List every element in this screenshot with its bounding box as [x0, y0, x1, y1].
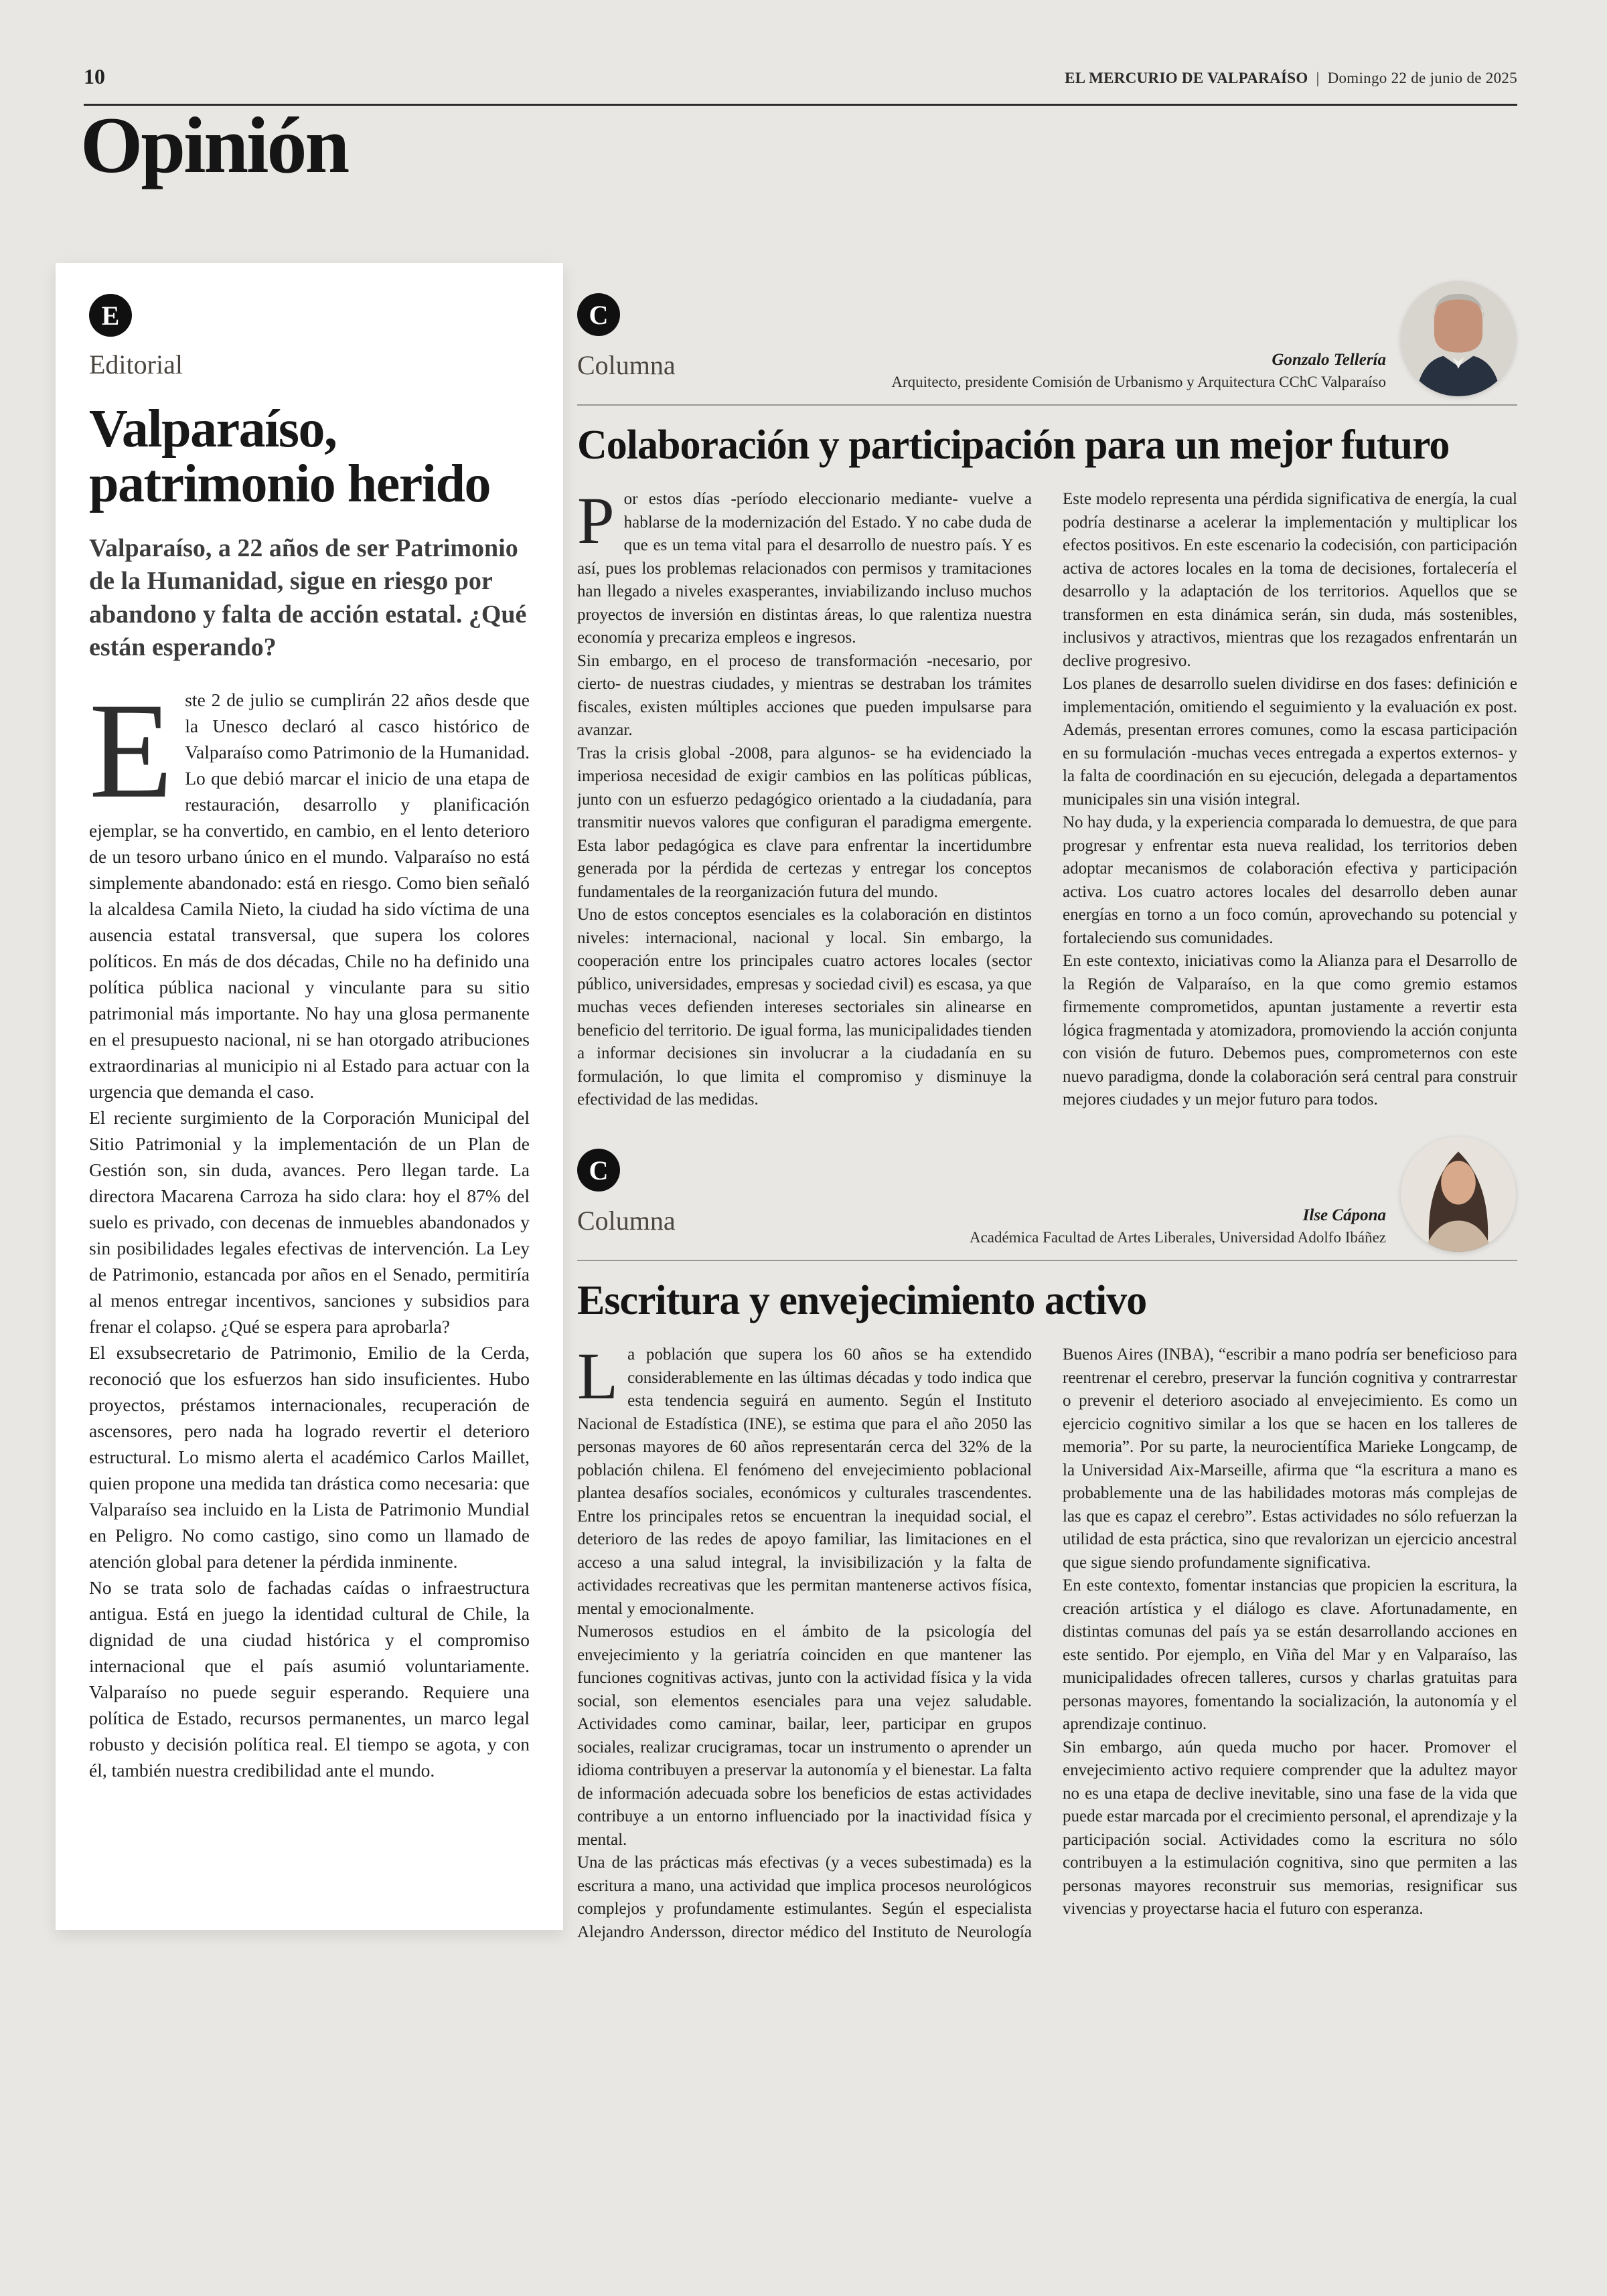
masthead: [1061, 70, 1517, 87]
paragraph: Los planes de desarrollo suelen dividirse en dos fases: definición e implementación, omitiendo el seguimiento y la evaluación ex post. Además, presentan errores comunes, como la escasa participación en su formulación -muchas veces entregada a expertos externos- y la falta de coordinación en su ejecución, delegada a departamentos municipales sin una visión integral.: [1063, 675, 1517, 809]
masthead-separator: |: [1316, 70, 1320, 86]
author-photo: [1401, 1137, 1516, 1252]
column-article-2: [577, 1149, 1517, 1946]
paragraph: Uno de estos conceptos esenciales es la colaboración en distintos niveles: internacional, nacional y local. Sin embargo, la cooperación entre los principales cuatro actores locales (sector público, universidades, empresas y sociedad civil) es escasa, ya que muchas veces defienden intereses sectoriales sin alinearse en beneficio del territorio. De igual forma, las municipalidades tienden a informar decisiones sin involucrar a la ciudadanía en su formulación, lo que limita el compromiso y disminuye la efectividad de las medidas.: [577, 906, 1032, 1109]
editorial-badge: E: [89, 294, 132, 337]
column-body: [577, 1343, 1517, 1946]
author-title: Arquitecto, presidente Comisión de Urbanismo y Arquitectura CChC Valparaíso: [891, 374, 1386, 390]
paragraph: En este contexto, iniciativas como la Alianza para el Desarrollo de la Región de Valparaíso, en la que como gremio estamos firmemente comprometidos, apuntan justamente a revertir esta lógica fragmentada y atomizadora, promoviendo la acción conjunta con visión de futuro. Debemos pues, comprometernos con este nuevo paradigma, donde la colaboración será central para construir mejores ciudades y un mejor futuro para todos.: [1063, 952, 1517, 1109]
male-avatar-icon: [1401, 281, 1516, 396]
paragraph: Este 2 de julio se cumplirán 22 años desde que la Unesco declaró al casco histórico de Valparaíso como Patrimonio de la Humanidad. Lo que debió marcar el inicio de una etapa de restauración, desarrollo y planificación ejemplar, se ha convertido, en cambio, en el lento deterioro de un tesoro urbano único en el mundo. Valparaíso no está simplemente abandonado: está en riesgo. Como bien señaló la alcaldesa Camila Nieto, la ciudad ha sido víctima de una ausencia estatal transversal, que supera los colores políticos. En más de dos décadas, Chile no ha definido una política pública nacional y vinculante para su sitio patrimonial más importante. No hay una glosa permanente en el presupuesto nacional, ni se han otorgado atribuciones extraordinarias al municipio ni al Estado para actuar con la urgencia que demanda el caso.: [89, 675, 530, 1102]
author-name: Ilse Cápona: [1302, 1206, 1386, 1224]
editorial-kicker: Editorial: [89, 349, 183, 380]
paragraph: Sin embargo, aún queda mucho por hacer. Promover el envejecimiento activo requiere comprender que la adultez mayor no es una etapa de declive inevitable, sino una fase de la vida que puede estar marcada por el crecimiento personal, el aprendizaje y la participación social. Actividades como la escritura no sólo contribuyen a la estimulación cognitiva, sino que permiten a las personas mayores reconstruir sus memorias, resignificar sus vivencias y proyectarse hacia el futuro con esperanza.: [1063, 1738, 1517, 1918]
column-kicker: Columna: [577, 350, 676, 380]
column-badge: C: [577, 293, 620, 336]
author-photo: [1401, 281, 1516, 396]
paragraph: Numerosos estudios en el ámbito de la psicología del envejecimiento y la geriatría coinciden en que mantener las funciones cognitivas activas, junto con la actividad física y la vida social, son elementos esenciales para una vejez saludable. Actividades como caminar, bailar, leer, participar en grupos sociales, realizar crucigramas, tocar un instrumento o aprender un idioma contribuyen a preservar la autonomía y el bienestar. La falta de información adecuada sobre los beneficios de estas actividades contribuye a un entorno influenciado por la inactividad física y mental.: [577, 1623, 1032, 1849]
author-name: Gonzalo Tellería: [1272, 351, 1386, 369]
editorial-headline: Valparaíso, patrimonio herido: [89, 400, 490, 514]
paragraph: El reciente surgimiento de la Corporación Municipal del Sitio Patrimonial y la implementación de un Plan de Gestión son, sin duda, avances. Pero llegan tarde. La directora Macarena Carroza ha sido clara: hoy el 87% del suelo es privado, con decenas de inmuebles abandonados y sin posibilidades legales efectivas de intervención. La Ley de Patrimonio, estancada por años en el Senado, permitiría al menos entregar incentivos, sanciones y subsidios para frenar el colapso. ¿Qué se espera para aprobarla?: [89, 1107, 530, 1337]
paragraph: En este contexto, fomentar instancias que propicien la escritura, la creación artística y el diálogo es clave. Afortunadamente, en distintas comunas del país ya se están desarrollando acciones en este sentido. Por ejemplo, en Viña del Mar y en Valparaíso, las municipalidades ofrecen talleres, cursos y charlas gratuitas para personas mayores, fomentando la socialización, la autonomía y el aprendizaje continuo.: [1063, 1576, 1517, 1733]
page-header: [84, 64, 1517, 104]
paragraph: La población que supera los 60 años se ha extendido considerablemente en las últimas décadas y todo indica que esta tendencia seguirá en aumento. Según el Instituto Nacional de Estadística (INE), se estima que para el año 2050 las personas mayores de 60 años representarán cerca del 32% de la población chilena. El fenómeno del envejecimiento poblacional plantea desafíos sociales, económicos y culturales trascendentes. Entre los principales retos se encuentran la inequidad social, el deterioro de las redes de apoyo familiar, las limitaciones en el acceso a una salud integral, la invisibilización y la falta de actividades recreativas que les permitan mantenerse activos física, mental y emocionalmente.: [577, 1343, 1032, 1618]
column-body: [577, 488, 1517, 1144]
column-headline: Colaboración y participación para un mejor futuro: [577, 422, 1450, 468]
editorial-deck: Valparaíso, a 22 años de ser Patrimonio de la Humanidad, sigue en riesgo por abandono y falta de acción estatal. ¿Qué están esperando?: [89, 534, 527, 661]
paragraph: No se trata solo de fachadas caídas o infraestructura antigua. Está en juego la identidad cultural de Chile, la dignidad de una ciudad histórica y el compromiso internacional que el país asumió voluntariamente. Valparaíso no puede seguir esperando. Requiere una política de Estado, recursos permanentes, un marco legal robusto y decisión política real. El tiempo se agota, y con él, también nuestra credibilidad ante el mundo.: [89, 1577, 530, 1781]
author-title: Académica Facultad de Artes Liberales, Universidad Adolfo Ibáñez: [969, 1229, 1386, 1246]
author-block: [970, 1206, 1386, 1246]
editorial-body: [89, 675, 530, 1783]
column-headline: Escritura y envejecimiento activo: [577, 1278, 1147, 1323]
column-article-1: [577, 293, 1517, 1144]
masthead-paper-name: EL MERCURIO DE VALPARAÍSO: [1065, 70, 1308, 86]
column-article-2-header: [577, 1149, 1517, 1261]
paragraph: Sin embargo, en el proceso de transformación -necesario, por cierto- de nuestras ciudades, y mientras se destraban los trámites fiscales, existen múltiples acciones que pueden impulsarse para avanzar.: [577, 651, 1032, 739]
paragraph: Este modelo representa una pérdida significativa de energía, la cual podría destinarse a acelerar la implementación y multiplicar los efectos positivos. En este escenario la codecisión, con participación activa de actores locales en la toma de decisiones, fortalecería el desarrollo y la adaptación de los territorios. Aquellos que se transformen en esta dinámica serán, sin duda, más sostenibles, inclusivos y atractivos, mientras que los rezagados enfrentarán un declive progresivo.: [1063, 490, 1517, 670]
masthead-date: Domingo 22 de junio de 2025: [1327, 70, 1517, 86]
column-article-1-header: [577, 293, 1517, 406]
column-badge: C: [577, 1149, 620, 1192]
section-title: Opinión: [80, 100, 348, 189]
page-number: 10: [84, 64, 105, 88]
editorial-article: [56, 263, 563, 1930]
female-avatar-icon: [1401, 1137, 1516, 1252]
author-block: [891, 351, 1386, 391]
paragraph: No hay duda, y la experiencia comparada lo demuestra, de que para progresar y enfrentar esta nueva realidad, los territorios deben adoptar mecanismos de colaboración efectiva y participación activa. Los cuatro actores locales del desarrollo deben aunar energías en torno a un foco común, aprovechando su potencial y fortaleciendo sus comunidades.: [1063, 813, 1517, 947]
paragraph: El exsubsecretario de Patrimonio, Emilio de la Cerda, reconoció que los esfuerzos han sido insuficientes. Hubo proyectos, préstamos internacionales, recuperación de ascensores, pero nada ha logrado revertir el deterioro estructural. Lo mismo alerta el académico Carlos Maillet, quien propone una medida tan drástica como necesaria: que Valparaíso sea incluido en la Lista de Patrimonio Mundial en Peligro. No como castigo, sino como un llamado de atención global para detener la pérdida inminente.: [89, 1342, 530, 1572]
paragraph: Por estos días -período eleccionario mediante- vuelve a hablarse de la modernización del Estado. Y no cabe duda de que es un tema vital para el desarrollo de nuestro país. Y es así, pues los problemas relacionados con permisos y tramitaciones han llegado a niveles exasperantes, inviabilizando incluso muchos proyectos de inversión en distintas áreas, lo que ralentiza nuestra economía y precariza empleos e ingresos.: [577, 488, 1032, 647]
paragraph: Tras la crisis global -2008, para algunos- se ha evidenciado la imperiosa necesidad de exigir cambios en las políticas públicas, junto con un esfuerzo pedagógico orientado a la ciudadanía, para transmitir nuevos valores que configuran el paradigma emergente. Esta labor pedagógica es clave para enfrentar la incertidumbre generada por la pérdida de certezas y entregar los conceptos fundamentales de la reorganización futura del mundo.: [577, 744, 1032, 901]
column-kicker: Columna: [577, 1206, 676, 1236]
paragraph: Una de las prácticas más efectivas (y a veces subestimada) es la escritura a mano, una actividad que implica procesos neurológicos complejos y profundamente estimulantes. Según el especialista Alejandro Andersson, director médico del Instituto de Neurología Buenos Aires (INBA), “escribir a mano podría ser beneficioso para reentrenar el cerebro, preservar la función cognitiva y contrarrestar o prevenir el deterioro asociado al envejecimiento. Es como un ejercicio cognitivo similar a los que se hacen en los talleres de memoria”. Por su parte, la neurocientífica Marieke Longcamp, de la Universidad Aix-Marseille, afirma que “la escritura a mano es probablemente una de las habilidades motoras más complejas de las que es capaz el cerebro”. Estas actividades no sólo refuerzan la utilidad de esta práctica, sino que revalorizan un ejercicio ancestral que sigue siendo profundamente significativa.: [577, 1345, 1517, 1941]
